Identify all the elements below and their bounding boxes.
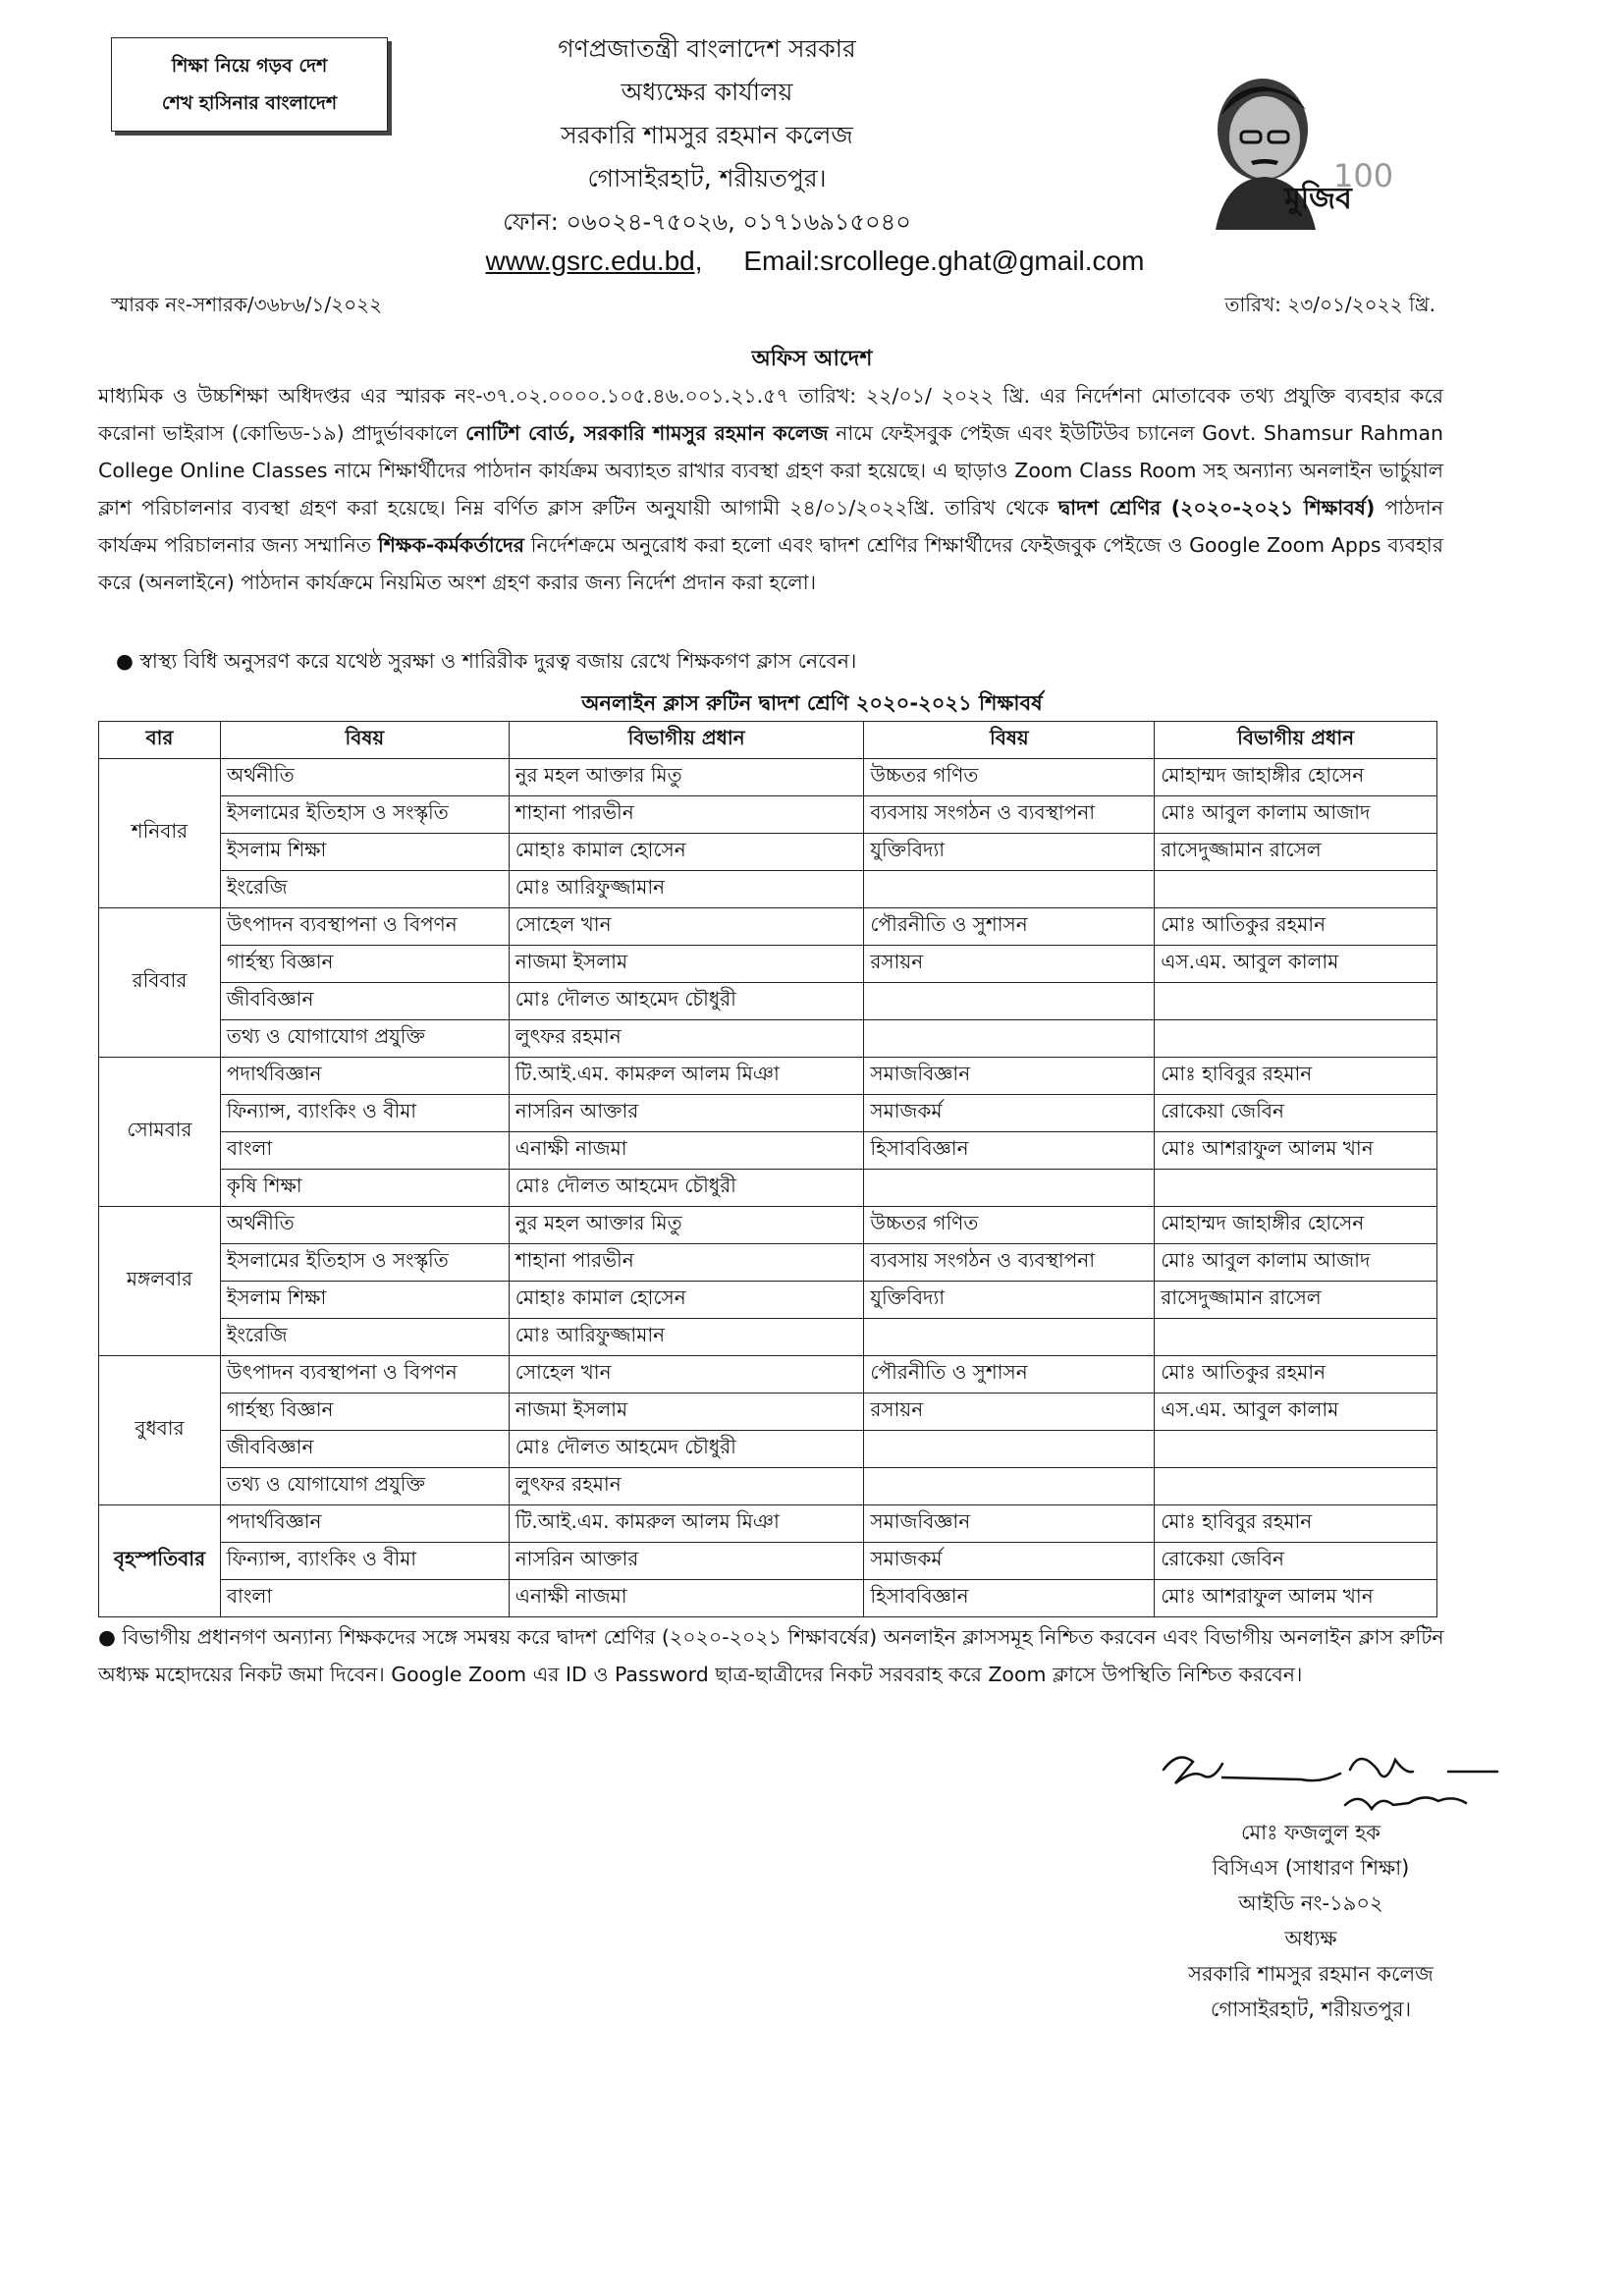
subject-cell: উচ্চতর গণিত: [864, 1207, 1155, 1244]
phone-numbers: ফোন: ০৬০২৪-৭৫০২৬, ০১৭১৬৯১৫০৪০: [503, 208, 911, 236]
dept-head-cell: রাসেদুজ্জামান রাসেল: [1155, 834, 1437, 871]
signatory-block: [1100, 1815, 1522, 2027]
subject-cell: হিসাববিজ্ঞান: [864, 1132, 1155, 1170]
day-cell: শনিবার: [99, 759, 221, 908]
dept-head-cell: মোঃ আবুল কালাম আজাদ: [1155, 796, 1437, 834]
mujib-portrait-image: [1186, 61, 1394, 230]
email-link[interactable]: Email:srcollege.ghat@gmail.com: [743, 246, 1145, 276]
memo-number: স্মারক নং-সশারক/৩৬৮৬/১/২০২২: [111, 293, 383, 316]
body-bold-1: নোটিশ বোর্ড, সরকারি শামসুর রহমান কলেজ: [465, 421, 829, 445]
subject-cell: ফিন্যান্স, ব্যাংকিং ও বীমা: [220, 1543, 509, 1580]
table-row: [99, 1095, 1437, 1132]
table-row: [99, 1020, 1437, 1058]
signatory-college: সরকারি শামসুর রহমান কলেজ: [1188, 1962, 1434, 1986]
order-title: অফিস আদেশ: [751, 347, 873, 371]
dept-head-cell: মোঃ আরিফুজ্জামান: [509, 871, 864, 908]
subject-cell: উৎপাদন ব্যবস্থাপনা ও বিপণন: [220, 908, 509, 946]
subject-cell: উৎপাদন ব্যবস্থাপনা ও বিপণন: [220, 1356, 509, 1394]
header-subject: বিষয়: [864, 722, 1155, 759]
day-cell: মঙ্গলবার: [99, 1207, 221, 1356]
health-instruction: ● স্বাস্থ্য বিধি অনুসরণ করে যথেষ্ঠ সুরক্ষা ও শারিরীক দুরত্ব বজায় রেখে শিক্ষকগণ ক্লাস নেবেন।: [116, 649, 857, 673]
subject-cell: যুক্তিবিদ্যা: [864, 1282, 1155, 1319]
table-row: [99, 1170, 1437, 1207]
dept-head-cell: নুর মহল আক্তার মিতু: [509, 1207, 864, 1244]
table-row: [99, 1394, 1437, 1431]
subject-cell: তথ্য ও যোগাযোগ প্রযুক্তি: [220, 1468, 509, 1505]
memo-date: তারিখ: ২৩/০১/২০২২ খ্রি.: [1224, 293, 1435, 316]
college-name: সরকারি শামসুর রহমান কলেজ: [561, 121, 853, 149]
signatory-location: গোসাইরহাট, শরীয়তপুর।: [1210, 1997, 1412, 2021]
dept-head-cell: [1155, 871, 1437, 908]
subject-cell: [864, 1431, 1155, 1468]
dept-head-cell: রাসেদুজ্জামান রাসেল: [1155, 1282, 1437, 1319]
body-bold-2: দ্বাদশ শ্রেণির (২০২০-২০২১ শিক্ষাবর্ষ): [1057, 496, 1376, 519]
dept-head-cell: নাসরিন আক্তার: [509, 1095, 864, 1132]
subject-cell: জীববিজ্ঞান: [220, 1431, 509, 1468]
dept-head-cell: মোঃ আশরাফুল আলম খান: [1155, 1132, 1437, 1170]
header-dept-head: বিভাগীয় প্রধান: [1155, 722, 1437, 759]
table-row: [99, 1356, 1437, 1394]
table-row: [99, 946, 1437, 983]
dept-head-cell: মোঃ আশরাফুল আলম খান: [1155, 1580, 1437, 1617]
subject-cell: [864, 1319, 1155, 1356]
dept-head-cell: মোহাম্মদ জাহাঙ্গীর হোসেন: [1155, 759, 1437, 796]
dept-head-cell: এস.এম. আবুল কালাম: [1155, 946, 1437, 983]
signatory-title: অধ্যক্ষ: [1284, 1927, 1337, 1950]
body-text-4: নির্দেশক্রমে অনুরোধ করা হলো এবং দ্বাদশ শ্রেণির শিক্ষার্থীদের ফেইজবুক পেইজে ও Google Zoom Apps ব্যবহার করে (অনলাইনে) পাঠদান কার্যক্রমে নিয়মিত অংশ গ্রহণ করার জন্য নির্দেশ প্রদান করা হলো।: [98, 533, 1443, 594]
dept-head-cell: মোঃ দৌলত আহমেদ চৌধুরী: [509, 1170, 864, 1207]
subject-cell: ব্যবসায় সংগঠন ও ব্যবস্থাপনা: [864, 1244, 1155, 1282]
body-bold-3: শিক্ষক-কর্মকর্তাদের: [377, 533, 524, 557]
subject-cell: কৃষি শিক্ষা: [220, 1170, 509, 1207]
table-row: [99, 759, 1437, 796]
dept-head-cell: এনাক্ষী নাজমা: [509, 1580, 864, 1617]
dept-head-cell: টি.আই.এম. কামরুল আলম মিঞা: [509, 1058, 864, 1095]
subject-cell: জীববিজ্ঞান: [220, 983, 509, 1020]
dept-head-cell: মোঃ দৌলত আহমেদ চৌধুরী: [509, 983, 864, 1020]
subject-cell: পদার্থবিজ্ঞান: [220, 1058, 509, 1095]
subject-cell: বাংলা: [220, 1580, 509, 1617]
subject-cell: রসায়ন: [864, 1394, 1155, 1431]
dept-head-cell: মোঃ হাবিবুর রহমান: [1155, 1505, 1437, 1543]
subject-cell: পৌরনীতি ও সুশাসন: [864, 908, 1155, 946]
dept-head-cell: [1155, 1020, 1437, 1058]
table-row: [99, 1132, 1437, 1170]
subject-cell: হিসাববিজ্ঞান: [864, 1580, 1155, 1617]
subject-cell: সমাজকর্ম: [864, 1543, 1155, 1580]
dept-head-cell: [1155, 983, 1437, 1020]
subject-cell: অর্থনীতি: [220, 759, 509, 796]
body-text-1: মাধ্যমিক ও উচ্চশিক্ষা অধিদপ্তর এর স্মারক নং-৩৭.০২.০০০০.১০৫.৪৬.০০১.২১.৫৭ তারিখ: ২২/০১/ ২০২২ খ্রি. এর নির্দেশনা মোতাবেক তথ্য প্রযুক্তি ব্যবহার করে করোনা ভাইরাস (কোভিড-১৯) প্রাদুর্ভাবকালে: [98, 384, 1443, 445]
table-row: [99, 796, 1437, 834]
signatory-name: মোঃ ফজলুল হক: [1241, 1821, 1380, 1844]
header-subject: বিষয়: [220, 722, 509, 759]
table-row: [99, 1207, 1437, 1244]
dept-head-cell: সোহেল খান: [509, 1356, 864, 1394]
subject-cell: উচ্চতর গণিত: [864, 759, 1155, 796]
day-cell: সোমবার: [99, 1058, 221, 1207]
table-row: [99, 1282, 1437, 1319]
dept-head-cell: এস.এম. আবুল কালাম: [1155, 1394, 1437, 1431]
table-row: [99, 871, 1437, 908]
subject-cell: রসায়ন: [864, 946, 1155, 983]
dept-head-cell: সোহেল খান: [509, 908, 864, 946]
office-name: অধ্যক্ষের কার্যালয়: [621, 78, 793, 106]
subject-cell: [864, 1020, 1155, 1058]
dept-head-cell: মোঃ দৌলত আহমেদ চৌধুরী: [509, 1431, 864, 1468]
table-row: [99, 834, 1437, 871]
day-cell: রবিবার: [99, 908, 221, 1058]
dept-head-cell: মোঃ আরিফুজ্জামান: [509, 1319, 864, 1356]
table-header-row: [99, 722, 1437, 759]
table-row: [99, 1580, 1437, 1617]
subject-cell: ইসলামের ইতিহাস ও সংস্কৃতি: [220, 796, 509, 834]
subject-cell: ইংরেজি: [220, 871, 509, 908]
college-location: গোসাইরহাট, শরীয়তপুর।: [587, 164, 827, 192]
body-text-3: পাঠদান কার্যক্রম পরিচালনার জন্য সম্মানিত: [98, 496, 1443, 557]
signatory-id: আইডি নং-১৯০২: [1238, 1891, 1383, 1915]
table-row: [99, 1431, 1437, 1468]
dept-head-cell: মোঃ আতিকুর রহমান: [1155, 1356, 1437, 1394]
subject-cell: ইসলাম শিক্ষা: [220, 834, 509, 871]
table-row: [99, 1319, 1437, 1356]
order-body: [98, 377, 1443, 601]
svg-text:মুজিব: মুজিব: [1284, 182, 1352, 216]
dept-head-cell: নাজমা ইসলাম: [509, 946, 864, 983]
subject-cell: ইসলামের ইতিহাস ও সংস্কৃতি: [220, 1244, 509, 1282]
dept-head-cell: লুৎফর রহমান: [509, 1468, 864, 1505]
svg-text:100: 100: [1333, 157, 1394, 194]
dept-head-cell: নাসরিন আক্তার: [509, 1543, 864, 1580]
dept-head-cell: [1155, 1468, 1437, 1505]
dept-head-cell: মোঃ হাবিবুর রহমান: [1155, 1058, 1437, 1095]
day-cell: বৃহস্পতিবার: [99, 1505, 221, 1617]
header-day: বার: [99, 722, 221, 759]
dept-head-cell: শাহানা পারভীন: [509, 1244, 864, 1282]
subject-cell: ফিন্যান্স, ব্যাংকিং ও বীমা: [220, 1095, 509, 1132]
dept-head-cell: মোঃ আবুল কালাম আজাদ: [1155, 1244, 1437, 1282]
subject-cell: ব্যবসায় সংগঠন ও ব্যবস্থাপনা: [864, 796, 1155, 834]
header-dept-head: বিভাগীয় প্রধান: [509, 722, 864, 759]
day-cell: বুধবার: [99, 1356, 221, 1505]
dept-head-cell: শাহানা পারভীন: [509, 796, 864, 834]
subject-cell: [864, 871, 1155, 908]
subject-cell: তথ্য ও যোগাযোগ প্রযুক্তি: [220, 1020, 509, 1058]
table-row: [99, 908, 1437, 946]
dept-head-cell: মোহাঃ কামাল হোসেন: [509, 834, 864, 871]
table-row: [99, 1505, 1437, 1543]
subject-cell: যুক্তিবিদ্যা: [864, 834, 1155, 871]
subject-cell: গার্হস্থ্য বিজ্ঞান: [220, 1394, 509, 1431]
subject-cell: অর্থনীতি: [220, 1207, 509, 1244]
table-row: [99, 1058, 1437, 1095]
dept-head-cell: [1155, 1170, 1437, 1207]
subject-cell: সমাজবিজ্ঞান: [864, 1058, 1155, 1095]
dept-head-cell: মোহাম্মদ জাহাঙ্গীর হোসেন: [1155, 1207, 1437, 1244]
contact-line: [373, 246, 1257, 277]
dept-head-cell: নুর মহল আক্তার মিতু: [509, 759, 864, 796]
signatory-cadre: বিসিএস (সাধারণ শিক্ষা): [1212, 1856, 1410, 1880]
subject-cell: পদার্থবিজ্ঞান: [220, 1505, 509, 1543]
dept-head-cell: রোকেয়া জেবিন: [1155, 1543, 1437, 1580]
handwritten-signature: [1154, 1740, 1537, 1819]
table-row: [99, 1244, 1437, 1282]
dept-head-cell: রোকেয়া জেবিন: [1155, 1095, 1437, 1132]
subject-cell: বাংলা: [220, 1132, 509, 1170]
dept-head-cell: মোঃ আতিকুর রহমান: [1155, 908, 1437, 946]
subject-cell: [864, 983, 1155, 1020]
subject-cell: [864, 1468, 1155, 1505]
table-body: [99, 759, 1437, 1617]
dept-head-cell: মোহাঃ কামাল হোসেন: [509, 1282, 864, 1319]
dept-head-cell: টি.আই.এম. কামরুল আলম মিঞা: [509, 1505, 864, 1543]
letterhead: [432, 27, 982, 244]
subject-cell: [864, 1170, 1155, 1207]
dept-head-instruction: ● বিভাগীয় প্রধানগণ অন্যান্য শিক্ষকদের সঙ্গে সমন্বয় করে দ্বাদশ শ্রেণির (২০২০-২০২১ শিক্ষাবর্ষের) অনলাইন ক্লাসসমূহ নিশ্চিত করবেন এবং বিভাগীয় অনলাইন ক্লাস রুটিন অধ্যক্ষ মহোদয়ের নিকট জমা দিবেন। Google Zoom এর ID ও Password ছাত্র-ছাত্রীদের নিকট সরবরাহ করে Zoom ক্লাসে উপস্থিতি নিশ্চিত করবেন।: [98, 1625, 1444, 1686]
subject-cell: ইসলাম শিক্ষা: [220, 1282, 509, 1319]
subject-cell: ইংরেজি: [220, 1319, 509, 1356]
subject-cell: সমাজবিজ্ঞান: [864, 1505, 1155, 1543]
dept-head-cell: [1155, 1319, 1437, 1356]
table-row: [99, 1543, 1437, 1580]
subject-cell: গার্হস্থ্য বিজ্ঞান: [220, 946, 509, 983]
class-routine-table: [98, 721, 1437, 1617]
dept-head-cell: লুৎফর রহমান: [509, 1020, 864, 1058]
subject-cell: পৌরনীতি ও সুশাসন: [864, 1356, 1155, 1394]
dept-head-cell: [1155, 1431, 1437, 1468]
subject-cell: সমাজকর্ম: [864, 1095, 1155, 1132]
slogan-line-2: শেখ হাসিনার বাংলাদেশ: [161, 92, 338, 114]
table-row: [99, 983, 1437, 1020]
govt-name: গণপ্রজাতন্ত্রী বাংলাদেশ সরকার: [558, 34, 856, 63]
table-row: [99, 1468, 1437, 1505]
dept-head-cell: নাজমা ইসলাম: [509, 1394, 864, 1431]
table-title: অনলাইন ক্লাস রুটিন দ্বাদশ শ্রেণি ২০২০-২০২১ শিক্ষাবর্ষ: [581, 691, 1043, 715]
slogan-line-1: শিক্ষা নিয়ে গড়ব দেশ: [171, 55, 328, 77]
dept-head-cell: এনাক্ষী নাজমা: [509, 1132, 864, 1170]
website-link[interactable]: www.gsrc.edu.bd,: [485, 246, 703, 276]
slogan-box: [111, 37, 388, 132]
body-text-2: নামে ফেইসবুক পেইজ এবং ইউটিউব চ্যানেল Govt. Shamsur Rahman College Online Classes নামে শিক্ষার্থীদের পাঠদান কার্যক্রম অব্যাহত রাখার ব্যবস্থা গ্রহণ করা হয়েছে। এ ছাড়াও Zoom Class Room সহ অন্যান্য অনলাইন ভার্চুয়াল ক্লাশ পরিচালনার ব্যবস্থা গ্রহণ করা হয়েছে। নিম্ন বর্ণিত ক্লাস রুটিন অনুযায়ী আগামী ২৪/০১/২০২২খ্রি. তারিখ থেকে: [98, 421, 1443, 519]
